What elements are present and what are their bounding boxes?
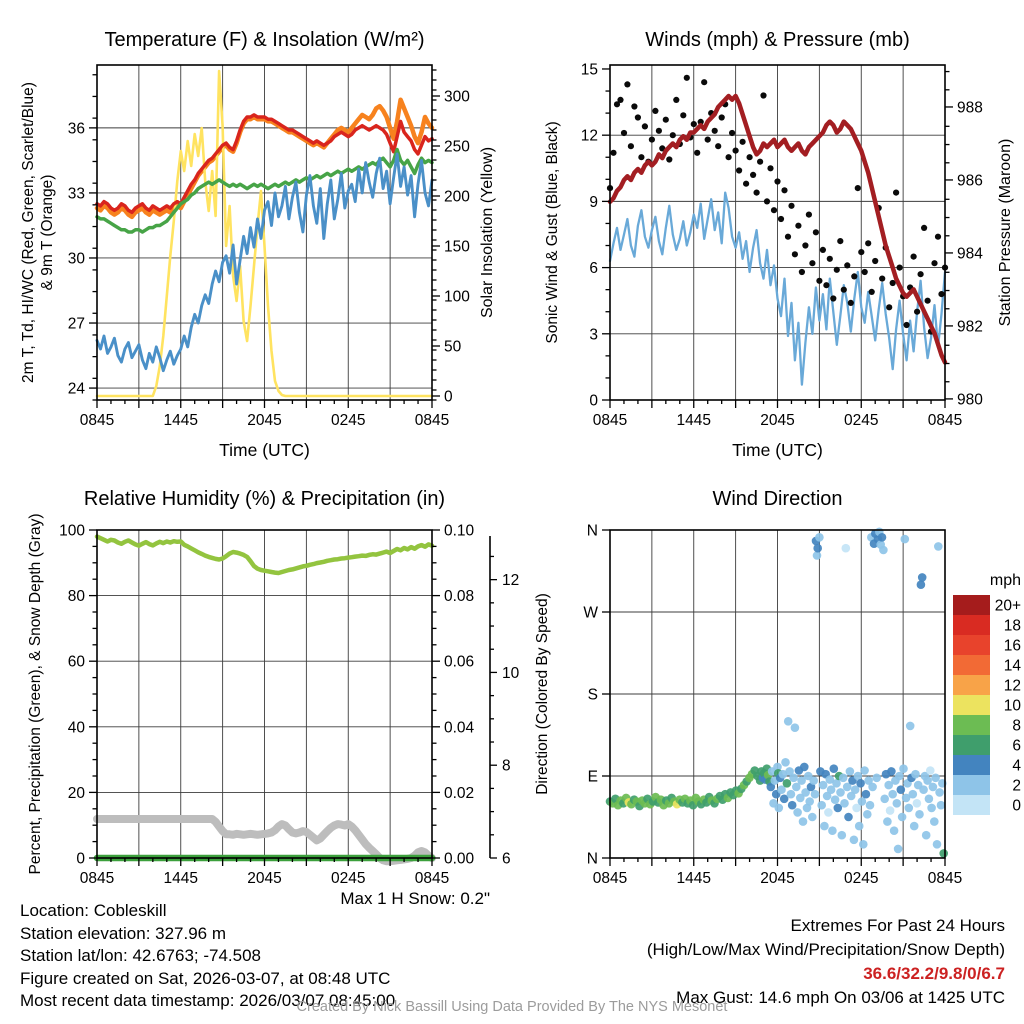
y-tick-label: E <box>587 768 598 786</box>
y-tick-label: 0 <box>589 392 598 410</box>
x-axis-label: Time (UTC) <box>732 440 823 460</box>
y-tick-label: N <box>586 522 598 540</box>
x-tick-label: 0845 <box>79 870 115 887</box>
snow-tick-label: 12 <box>502 572 520 590</box>
snow-tick-label: 10 <box>502 664 520 682</box>
y2-tick-label: 100 <box>444 288 470 306</box>
y2-tick-label: 0.10 <box>444 522 475 540</box>
info-latlon: Station lat/lon: 42.6763; -74.508 <box>20 946 262 965</box>
x-tick-label: 0245 <box>844 870 879 887</box>
x-tick-label: 2045 <box>247 870 282 887</box>
chart-title: Winds (mph) & Pressure (mb) <box>645 29 910 51</box>
footer-credit: Created By Nick Bassill Using Data Provided By The NYS Mesonet <box>296 999 728 1015</box>
x-tick-label: 2045 <box>760 870 795 887</box>
chart-wind-direction <box>534 488 1021 887</box>
x-tick-label: 0845 <box>927 412 963 429</box>
info-elevation: Station elevation: 327.96 m <box>20 923 227 943</box>
chart-temp-insolation <box>20 29 496 460</box>
y2-tick-label: 0.04 <box>444 719 475 737</box>
y-tick-label: 36 <box>67 120 85 138</box>
y-tick-label: 33 <box>67 185 85 203</box>
y-tick-label: W <box>583 604 598 622</box>
speed-colorbar <box>953 572 1021 815</box>
extremes-block <box>647 914 1005 1010</box>
y-tick-label: 0 <box>76 850 85 868</box>
colorbar-label: 8 <box>1012 717 1021 735</box>
x-tick-label: 0845 <box>592 412 628 429</box>
y2-axis-label: Station Pressure (Maroon) <box>997 138 1014 327</box>
y2-tick-label: 200 <box>444 188 470 206</box>
x-tick-label: 0845 <box>414 870 450 887</box>
info-location: Location: Cobleskill <box>20 901 167 920</box>
x-tick-label: 0845 <box>414 412 450 429</box>
snow-tick-label: 6 <box>502 850 511 868</box>
colorbar-label: 12 <box>1003 677 1021 695</box>
y2-tick-label: 0.06 <box>444 653 475 671</box>
y2-tick-label: 250 <box>444 138 470 156</box>
x-tick-label: 1445 <box>676 412 711 429</box>
chart-title: Wind Direction <box>712 488 843 510</box>
y2-tick-label: 300 <box>444 88 470 106</box>
y-tick-label: 27 <box>67 315 85 333</box>
colorbar-label: 16 <box>1003 637 1021 655</box>
station-info-block <box>20 900 395 1013</box>
y-tick-label: 30 <box>67 250 85 268</box>
colorbar-label: 0 <box>1012 797 1021 815</box>
y2-tick-label: 0 <box>444 388 453 406</box>
y2-axis-label: Solar Insolation (Yellow) <box>479 146 496 319</box>
extremes-values: 36.6/32.2/9.8/0/6.7 <box>863 964 1005 983</box>
x-tick-label: 0245 <box>844 412 879 429</box>
y-tick-label: 9 <box>589 193 598 211</box>
x-tick-label: 0245 <box>331 412 366 429</box>
y-tick-label: 40 <box>67 719 85 737</box>
info-created: Figure created on Sat, 2026-03-07, at 08:48 UTC <box>20 968 391 988</box>
y-axis-label: Sonic Wind & Gust (Blue, Black) <box>544 121 561 344</box>
y2-tick-label: 0.08 <box>444 588 475 606</box>
x-tick-label: 0845 <box>79 412 115 429</box>
y-tick-label: 60 <box>67 653 85 671</box>
y2-tick-label: 988 <box>957 99 983 117</box>
colorbar-label: 20+ <box>994 597 1021 615</box>
y-tick-label: 20 <box>67 784 85 802</box>
y-tick-label: 24 <box>67 380 85 398</box>
x-tick-label: 0245 <box>331 870 366 887</box>
colorbar-label: 10 <box>1003 697 1021 715</box>
x-tick-label: 1445 <box>163 870 198 887</box>
y2-tick-label: 984 <box>957 245 983 263</box>
extremes-subtitle: (High/Low/Max Wind/Precipitation/Snow Depth) <box>646 940 1005 959</box>
y-tick-label: 100 <box>59 522 85 540</box>
colorbar-label: 4 <box>1012 757 1021 775</box>
y2-tick-label: 0.00 <box>444 850 475 868</box>
colorbar-label: 14 <box>1003 657 1021 675</box>
y-tick-label: 12 <box>580 127 598 145</box>
y2-tick-label: 0.02 <box>444 784 475 802</box>
x-tick-label: 2045 <box>760 412 795 429</box>
y-tick-label: 80 <box>67 588 85 606</box>
chart-title: Temperature (F) & Insolation (W/m²) <box>104 29 425 51</box>
y-axis-label: Percent, Precipitation (Green), & Snow Depth (Gray) <box>27 513 44 875</box>
y-tick-label: 15 <box>580 61 598 79</box>
colorbar-label: 6 <box>1012 737 1021 755</box>
x-axis-label: Time (UTC) <box>219 440 310 460</box>
y-tick-label: 3 <box>589 326 598 344</box>
chart-humidity-precip <box>27 488 520 887</box>
info-timestamp: Most recent data timestamp: 2026/03/07 08:45:00 <box>20 991 396 1010</box>
max-gust-note: Max Gust: 14.6 mph On 03/06 at 1425 UTC <box>676 988 1005 1007</box>
colorbar-label: 2 <box>1012 777 1021 795</box>
y-tick-label: N <box>586 850 598 868</box>
wind-direction-points <box>606 528 948 858</box>
y2-tick-label: 986 <box>957 172 983 190</box>
y2-tick-label: 980 <box>957 391 983 409</box>
y-tick-label: 6 <box>589 260 598 278</box>
colorbar-label: 18 <box>1003 617 1021 635</box>
snow-tick-label: 8 <box>502 757 511 775</box>
x-tick-label: 1445 <box>676 870 711 887</box>
y2-tick-label: 50 <box>444 338 462 356</box>
chart-title: Relative Humidity (%) & Precipitation (in) <box>83 488 446 510</box>
x-tick-label: 0845 <box>592 870 628 887</box>
extremes-title: Extremes For Past 24 Hours <box>790 916 1005 935</box>
colorbar-title: mph <box>989 572 1021 589</box>
y-axis-label: & 9m T (Orange) <box>39 174 56 291</box>
y2-tick-label: 982 <box>957 318 983 336</box>
max-snow-note: Max 1 H Snow: 0.2" <box>340 889 490 908</box>
y-tick-label: S <box>587 686 598 704</box>
chart-winds-pressure <box>544 29 1014 460</box>
x-tick-label: 2045 <box>247 412 282 429</box>
y-axis-label: 2m T, Td, HI/WC (Red, Green, Scarlet/Blue) <box>20 82 37 383</box>
x-tick-label: 0845 <box>927 870 963 887</box>
x-tick-label: 1445 <box>163 412 198 429</box>
y2-tick-label: 150 <box>444 238 470 256</box>
y-axis-label: Direction (Colored By Speed) <box>534 593 551 795</box>
